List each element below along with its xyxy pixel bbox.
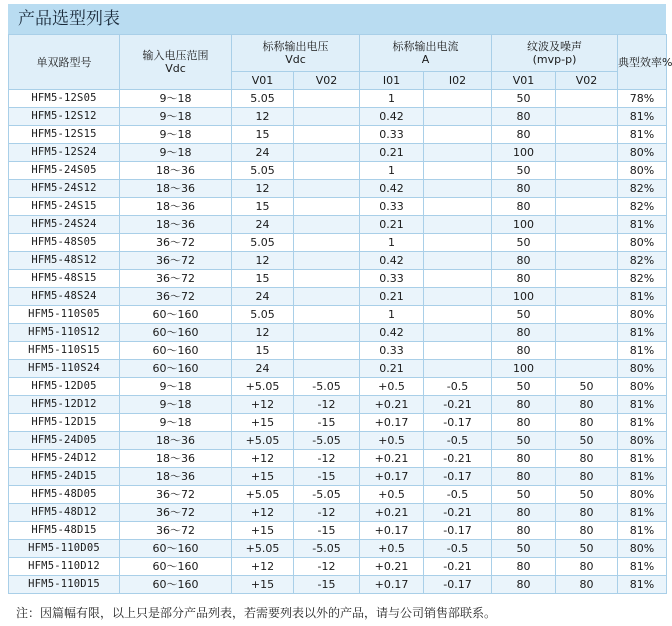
table-row (9, 414, 667, 432)
cell-ripple-v02: 80 (556, 558, 618, 576)
cell-efficiency: 81% (618, 216, 667, 234)
cell-ripple-v02 (556, 126, 618, 144)
cell-v01: 24 (232, 144, 294, 162)
table-row (9, 342, 667, 360)
cell-i01: 0.42 (360, 252, 424, 270)
cell-ripple-v02 (556, 180, 618, 198)
cell-efficiency: 80% (618, 234, 667, 252)
table-row (9, 378, 667, 396)
cell-efficiency: 81% (618, 396, 667, 414)
table-row (9, 540, 667, 558)
cell-efficiency: 81% (618, 324, 667, 342)
cell-i01: 0.21 (360, 144, 424, 162)
cell-i02: -0.5 (424, 378, 492, 396)
cell-i01: 1 (360, 306, 424, 324)
cell-i01: 1 (360, 234, 424, 252)
cell-ripple-v01: 80 (492, 180, 556, 198)
cell-ripple-v02 (556, 108, 618, 126)
cell-model: HFM5-48D15 (9, 522, 120, 540)
cell-ripple-v02: 80 (556, 414, 618, 432)
cell-v02: -5.05 (294, 540, 360, 558)
cell-v02 (294, 252, 360, 270)
cell-v02: -15 (294, 414, 360, 432)
cell-ripple-v01: 80 (492, 324, 556, 342)
cell-i01: 1 (360, 90, 424, 108)
cell-model: HFM5-12S15 (9, 126, 120, 144)
table-row (9, 306, 667, 324)
cell-v02 (294, 108, 360, 126)
cell-i01: +0.21 (360, 558, 424, 576)
cell-input-voltage: 36～72 (120, 504, 232, 522)
table-row (9, 126, 667, 144)
cell-i01: 0.33 (360, 198, 424, 216)
cell-v01: +15 (232, 414, 294, 432)
cell-input-voltage: 18～36 (120, 180, 232, 198)
cell-model: HFM5-48S24 (9, 288, 120, 306)
table-row (9, 252, 667, 270)
cell-ripple-v01: 80 (492, 108, 556, 126)
cell-input-voltage: 9～18 (120, 108, 232, 126)
table-row (9, 144, 667, 162)
cell-i02: -0.17 (424, 468, 492, 486)
header-v02: V02 (294, 72, 360, 90)
cell-i02 (424, 144, 492, 162)
cell-efficiency: 81% (618, 468, 667, 486)
table-row (9, 324, 667, 342)
header-efficiency: 典型效率% (618, 35, 667, 90)
cell-ripple-v01: 50 (492, 162, 556, 180)
cell-model: HFM5-110S05 (9, 306, 120, 324)
cell-ripple-v02 (556, 90, 618, 108)
cell-ripple-v02 (556, 342, 618, 360)
cell-ripple-v02: 80 (556, 450, 618, 468)
cell-ripple-v02 (556, 144, 618, 162)
cell-v02 (294, 306, 360, 324)
cell-model: HFM5-12S12 (9, 108, 120, 126)
cell-v02 (294, 216, 360, 234)
cell-model: HFM5-12S05 (9, 90, 120, 108)
cell-ripple-v02: 80 (556, 522, 618, 540)
cell-efficiency: 81% (618, 414, 667, 432)
cell-ripple-v02 (556, 198, 618, 216)
cell-input-voltage: 18～36 (120, 450, 232, 468)
cell-efficiency: 82% (618, 198, 667, 216)
table-row (9, 234, 667, 252)
cell-efficiency: 80% (618, 486, 667, 504)
cell-i02 (424, 198, 492, 216)
table-row (9, 486, 667, 504)
header-output-current: 标称输出电流 A (360, 35, 492, 72)
cell-i01: 0.33 (360, 126, 424, 144)
cell-i02: -0.5 (424, 540, 492, 558)
cell-efficiency: 80% (618, 360, 667, 378)
cell-efficiency: 81% (618, 450, 667, 468)
cell-v01: +12 (232, 396, 294, 414)
cell-ripple-v01: 50 (492, 378, 556, 396)
table-row (9, 90, 667, 108)
cell-v01: +12 (232, 450, 294, 468)
cell-i01: +0.17 (360, 468, 424, 486)
cell-v02 (294, 360, 360, 378)
cell-input-voltage: 9～18 (120, 378, 232, 396)
cell-model: HFM5-24D12 (9, 450, 120, 468)
cell-efficiency: 80% (618, 432, 667, 450)
table-row (9, 522, 667, 540)
cell-i01: +0.21 (360, 396, 424, 414)
cell-v01: 12 (232, 180, 294, 198)
cell-input-voltage: 36～72 (120, 288, 232, 306)
cell-v01: +12 (232, 558, 294, 576)
cell-v01: 24 (232, 216, 294, 234)
cell-input-voltage: 36～72 (120, 486, 232, 504)
cell-ripple-v01: 80 (492, 468, 556, 486)
page-title: 产品选型列表 (18, 9, 120, 29)
cell-v01: 5.05 (232, 162, 294, 180)
cell-model: HFM5-110S24 (9, 360, 120, 378)
cell-v01: 15 (232, 126, 294, 144)
cell-i02: -0.17 (424, 576, 492, 594)
cell-i02: -0.21 (424, 450, 492, 468)
cell-v02: -12 (294, 558, 360, 576)
header-i02: I02 (424, 72, 492, 90)
cell-ripple-v01: 100 (492, 288, 556, 306)
cell-input-voltage: 9～18 (120, 126, 232, 144)
cell-ripple-v01: 80 (492, 252, 556, 270)
cell-efficiency: 81% (618, 108, 667, 126)
header-ripple-noise: 纹波及噪声 (mvp-p) (492, 35, 618, 72)
cell-efficiency: 82% (618, 270, 667, 288)
cell-input-voltage: 18～36 (120, 162, 232, 180)
table-row (9, 450, 667, 468)
cell-model: HFM5-24D05 (9, 432, 120, 450)
cell-v02 (294, 126, 360, 144)
cell-ripple-v02 (556, 270, 618, 288)
cell-i01: 1 (360, 162, 424, 180)
cell-efficiency: 81% (618, 522, 667, 540)
cell-v01: 5.05 (232, 90, 294, 108)
cell-v02: -12 (294, 504, 360, 522)
cell-v01: 12 (232, 108, 294, 126)
cell-i02: -0.5 (424, 486, 492, 504)
cell-ripple-v01: 50 (492, 306, 556, 324)
cell-v02: -5.05 (294, 486, 360, 504)
cell-input-voltage: 36～72 (120, 252, 232, 270)
cell-i01: +0.17 (360, 414, 424, 432)
cell-v02: -15 (294, 576, 360, 594)
table-row (9, 432, 667, 450)
cell-v01: +12 (232, 504, 294, 522)
cell-v02 (294, 144, 360, 162)
cell-v02: -12 (294, 396, 360, 414)
cell-input-voltage: 60～160 (120, 576, 232, 594)
cell-i02 (424, 342, 492, 360)
cell-ripple-v02 (556, 288, 618, 306)
table-row (9, 180, 667, 198)
cell-model: HFM5-110S12 (9, 324, 120, 342)
cell-model: HFM5-48D12 (9, 504, 120, 522)
cell-ripple-v02: 80 (556, 504, 618, 522)
cell-i02: -0.21 (424, 396, 492, 414)
table-row (9, 108, 667, 126)
table-row (9, 468, 667, 486)
cell-v02 (294, 180, 360, 198)
cell-ripple-v01: 80 (492, 522, 556, 540)
cell-v01: 24 (232, 288, 294, 306)
cell-v02 (294, 342, 360, 360)
cell-input-voltage: 60～160 (120, 558, 232, 576)
cell-model: HFM5-110D12 (9, 558, 120, 576)
cell-v01: 15 (232, 270, 294, 288)
cell-model: HFM5-110D15 (9, 576, 120, 594)
cell-input-voltage: 18～36 (120, 198, 232, 216)
header-v01: V01 (232, 72, 294, 90)
cell-input-voltage: 18～36 (120, 432, 232, 450)
cell-v02 (294, 324, 360, 342)
cell-efficiency: 82% (618, 180, 667, 198)
cell-v02 (294, 90, 360, 108)
table-row (9, 360, 667, 378)
cell-ripple-v01: 100 (492, 216, 556, 234)
cell-i02: -0.17 (424, 414, 492, 432)
cell-i01: +0.5 (360, 378, 424, 396)
cell-input-voltage: 60～160 (120, 360, 232, 378)
cell-i02 (424, 360, 492, 378)
cell-efficiency: 81% (618, 126, 667, 144)
header-ripple-v01: V01 (492, 72, 556, 90)
cell-ripple-v02 (556, 234, 618, 252)
table-row (9, 558, 667, 576)
cell-v02: -5.05 (294, 432, 360, 450)
cell-i01: +0.5 (360, 432, 424, 450)
cell-model: HFM5-24S15 (9, 198, 120, 216)
cell-input-voltage: 36～72 (120, 234, 232, 252)
cell-i02: -0.21 (424, 558, 492, 576)
cell-i02: -0.5 (424, 432, 492, 450)
cell-model: HFM5-48D05 (9, 486, 120, 504)
cell-input-voltage: 60～160 (120, 324, 232, 342)
cell-i02 (424, 90, 492, 108)
cell-v02: -12 (294, 450, 360, 468)
cell-v02 (294, 198, 360, 216)
cell-i02: -0.17 (424, 522, 492, 540)
cell-i01: 0.33 (360, 270, 424, 288)
header-input-voltage: 输入电压范围 Vdc (120, 35, 232, 90)
cell-i02 (424, 126, 492, 144)
cell-input-voltage: 9～18 (120, 414, 232, 432)
cell-model: HFM5-24S12 (9, 180, 120, 198)
cell-i02 (424, 216, 492, 234)
cell-v02 (294, 162, 360, 180)
cell-i01: 0.33 (360, 342, 424, 360)
cell-i02 (424, 252, 492, 270)
cell-input-voltage: 18～36 (120, 216, 232, 234)
cell-v01: 5.05 (232, 234, 294, 252)
cell-ripple-v02 (556, 252, 618, 270)
cell-input-voltage: 18～36 (120, 468, 232, 486)
cell-v01: +15 (232, 522, 294, 540)
cell-v01: 15 (232, 198, 294, 216)
cell-efficiency: 78% (618, 90, 667, 108)
cell-efficiency: 81% (618, 576, 667, 594)
cell-i02 (424, 306, 492, 324)
cell-model: HFM5-48S12 (9, 252, 120, 270)
cell-ripple-v01: 80 (492, 396, 556, 414)
cell-i01: +0.21 (360, 450, 424, 468)
cell-ripple-v01: 80 (492, 576, 556, 594)
cell-ripple-v01: 80 (492, 414, 556, 432)
cell-ripple-v02 (556, 216, 618, 234)
cell-input-voltage: 60～160 (120, 306, 232, 324)
cell-efficiency: 80% (618, 306, 667, 324)
cell-v01: +5.05 (232, 486, 294, 504)
cell-efficiency: 80% (618, 162, 667, 180)
cell-ripple-v01: 80 (492, 270, 556, 288)
cell-input-voltage: 9～18 (120, 90, 232, 108)
cell-ripple-v01: 80 (492, 126, 556, 144)
cell-model: HFM5-110D05 (9, 540, 120, 558)
cell-v01: +5.05 (232, 378, 294, 396)
cell-ripple-v02: 50 (556, 432, 618, 450)
cell-ripple-v01: 50 (492, 540, 556, 558)
cell-v01: +5.05 (232, 432, 294, 450)
product-selection-table (8, 34, 672, 594)
cell-ripple-v01: 80 (492, 342, 556, 360)
cell-ripple-v01: 50 (492, 234, 556, 252)
cell-model: HFM5-24S24 (9, 216, 120, 234)
table-row (9, 504, 667, 522)
header-ripple-v02: V02 (556, 72, 618, 90)
cell-efficiency: 80% (618, 378, 667, 396)
cell-model: HFM5-24S05 (9, 162, 120, 180)
cell-ripple-v01: 80 (492, 198, 556, 216)
cell-efficiency: 82% (618, 252, 667, 270)
cell-ripple-v01: 80 (492, 558, 556, 576)
cell-efficiency: 81% (618, 288, 667, 306)
cell-v02 (294, 270, 360, 288)
title-bar (8, 4, 666, 35)
header-model: 单双路型号 (9, 35, 120, 90)
cell-ripple-v02 (556, 306, 618, 324)
cell-v02: -15 (294, 468, 360, 486)
cell-ripple-v02 (556, 360, 618, 378)
cell-v02: -15 (294, 522, 360, 540)
table-row (9, 270, 667, 288)
cell-v02 (294, 234, 360, 252)
cell-input-voltage: 60～160 (120, 342, 232, 360)
cell-i02 (424, 180, 492, 198)
cell-ripple-v01: 80 (492, 504, 556, 522)
cell-i02 (424, 270, 492, 288)
header-i01: I01 (360, 72, 424, 90)
cell-efficiency: 81% (618, 342, 667, 360)
table-row (9, 216, 667, 234)
cell-i02 (424, 162, 492, 180)
cell-v01: 12 (232, 324, 294, 342)
cell-efficiency: 81% (618, 504, 667, 522)
cell-v01: 12 (232, 252, 294, 270)
cell-ripple-v01: 50 (492, 432, 556, 450)
cell-model: HFM5-12D05 (9, 378, 120, 396)
cell-v01: +15 (232, 576, 294, 594)
cell-i02 (424, 324, 492, 342)
cell-ripple-v02: 80 (556, 396, 618, 414)
cell-v02: -5.05 (294, 378, 360, 396)
cell-i02 (424, 108, 492, 126)
cell-i01: 0.21 (360, 288, 424, 306)
cell-i02 (424, 234, 492, 252)
cell-ripple-v02 (556, 324, 618, 342)
cell-efficiency: 80% (618, 144, 667, 162)
cell-input-voltage: 36～72 (120, 522, 232, 540)
cell-v01: +5.05 (232, 540, 294, 558)
cell-i01: +0.21 (360, 504, 424, 522)
cell-i02 (424, 288, 492, 306)
cell-ripple-v01: 80 (492, 450, 556, 468)
table-row (9, 162, 667, 180)
cell-i02: -0.21 (424, 504, 492, 522)
cell-ripple-v02 (556, 162, 618, 180)
cell-input-voltage: 36～72 (120, 270, 232, 288)
cell-input-voltage: 60～160 (120, 540, 232, 558)
cell-i01: +0.17 (360, 522, 424, 540)
cell-v02 (294, 288, 360, 306)
cell-v01: 24 (232, 360, 294, 378)
cell-model: HFM5-12D12 (9, 396, 120, 414)
table-row (9, 288, 667, 306)
header-output-voltage: 标称输出电压 Vdc (232, 35, 360, 72)
cell-ripple-v02: 50 (556, 486, 618, 504)
cell-v01: 15 (232, 342, 294, 360)
cell-v01: +15 (232, 468, 294, 486)
cell-i01: 0.21 (360, 216, 424, 234)
cell-model: HFM5-110S15 (9, 342, 120, 360)
cell-model: HFM5-48S05 (9, 234, 120, 252)
cell-ripple-v02: 80 (556, 576, 618, 594)
cell-ripple-v01: 100 (492, 360, 556, 378)
cell-ripple-v02: 50 (556, 540, 618, 558)
cell-model: HFM5-12D15 (9, 414, 120, 432)
cell-ripple-v02: 50 (556, 378, 618, 396)
cell-i01: +0.5 (360, 486, 424, 504)
cell-input-voltage: 9～18 (120, 144, 232, 162)
table-row (9, 396, 667, 414)
table-row (9, 576, 667, 594)
cell-ripple-v01: 100 (492, 144, 556, 162)
cell-i01: 0.42 (360, 108, 424, 126)
cell-i01: +0.5 (360, 540, 424, 558)
footnote: 注：因篇幅有限，以上只是部分产品列表，若需要列表以外的产品，请与公司销售部联系。 (16, 606, 497, 620)
cell-input-voltage: 9～18 (120, 396, 232, 414)
cell-ripple-v01: 50 (492, 90, 556, 108)
cell-ripple-v02: 80 (556, 468, 618, 486)
cell-ripple-v01: 50 (492, 486, 556, 504)
cell-i01: 0.21 (360, 360, 424, 378)
cell-model: HFM5-12S24 (9, 144, 120, 162)
cell-i01: 0.42 (360, 180, 424, 198)
cell-efficiency: 81% (618, 558, 667, 576)
table-row (9, 198, 667, 216)
cell-i01: +0.17 (360, 576, 424, 594)
cell-v01: 5.05 (232, 306, 294, 324)
cell-efficiency: 80% (618, 540, 667, 558)
cell-model: HFM5-48S15 (9, 270, 120, 288)
cell-model: HFM5-24D15 (9, 468, 120, 486)
cell-i01: 0.42 (360, 324, 424, 342)
